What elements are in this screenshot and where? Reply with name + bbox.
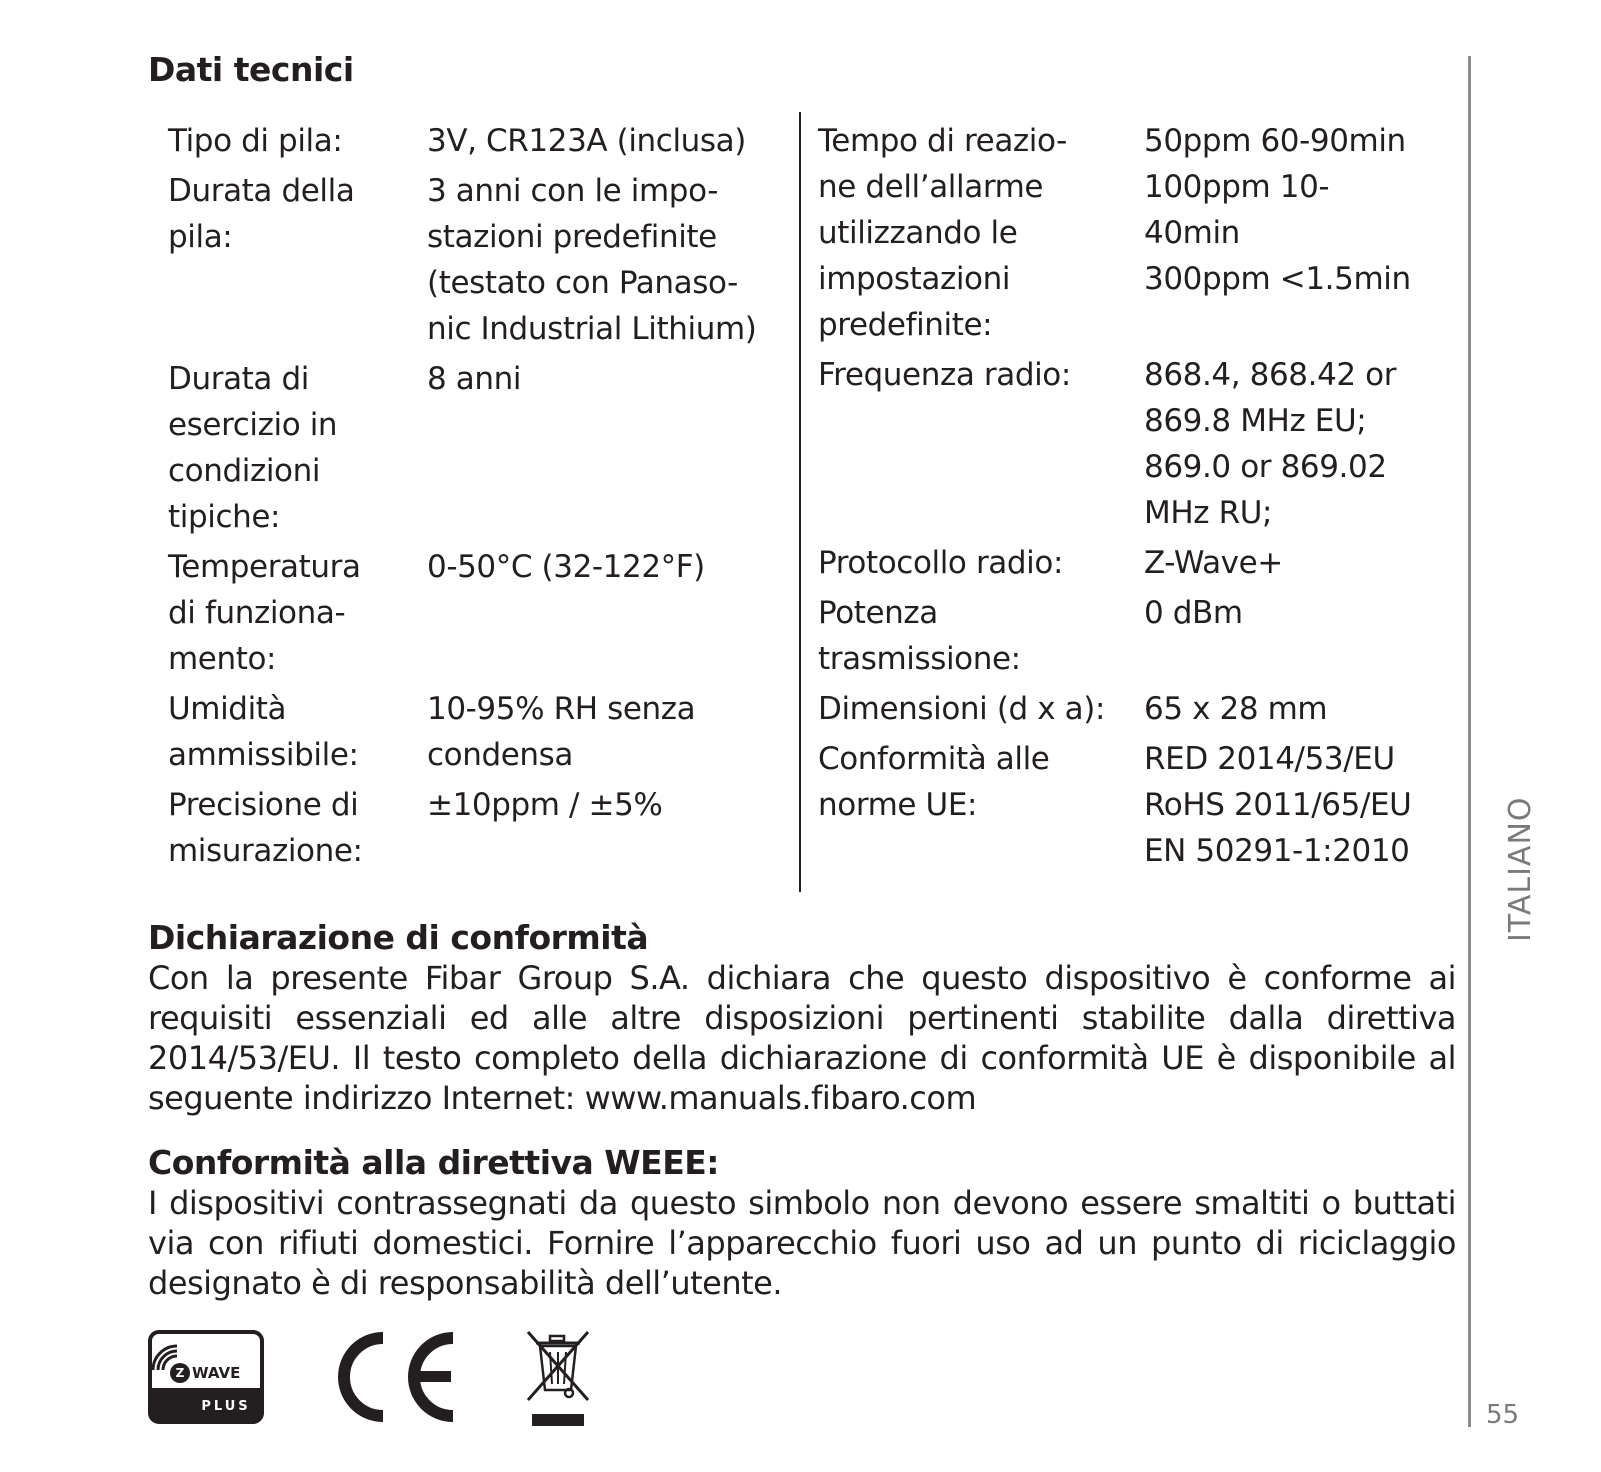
spec-value: ±10ppm / ±5% [427,787,663,823]
spec-value: 3 anni con le impo- stazioni predefinite (testato con Panaso- nic Industrial Lithium) [427,173,757,347]
spec-label: Temperatura di funziona- mento: [168,549,361,677]
spec-label: Durata della pila: [168,173,355,255]
section-heading: Dati tecnici [148,50,354,89]
spec-label: Protocollo radio: [818,545,1063,581]
spec-row [818,736,1438,874]
spec-label: Tipo di pila: [168,123,343,159]
margin-rule [1468,56,1471,1427]
weee-section [148,1143,1456,1303]
spec-row [168,118,788,164]
spec-value: RED 2014/53/EU RoHS 2011/65/EU EN 50291-1:2010 [1144,741,1412,869]
spec-row [818,590,1438,682]
spec-row [818,352,1438,536]
spec-value: 10-95% RH senza condensa [427,691,696,773]
spec-row [818,540,1438,586]
spec-row [818,686,1438,732]
weee-bin-icon [526,1330,592,1430]
spec-value: 3V, CR123A (inclusa) [427,123,746,159]
spec-label: Durata di esercizio in condizioni tipiche: [168,361,338,535]
specs-left-column [168,118,788,878]
spec-row [168,782,788,874]
spec-label: Conformità alle norme UE: [818,741,1050,823]
spec-value: 65 x 28 mm [1144,691,1328,727]
spec-row [168,686,788,778]
spec-value: 8 anni [427,361,522,397]
spec-label: Umidità ammissibile: [168,691,359,773]
spec-value: 0-50°C (32-122°F) [427,549,705,585]
weee-text: I dispositivi contrassegnati da questo simbolo non devono essere smaltiti o buttati via con rifiuti domestici. Fornire l’apparecchio fuori uso ad un punto di riciclaggio designato è di responsabilità dell’utente. [148,1184,1456,1302]
declaration-section [148,918,1456,1118]
spec-row [168,544,788,682]
spec-row [168,356,788,540]
spec-row [168,168,788,352]
declaration-text: Con la presente Fibar Group S.A. dichiara che questo dispositivo è conforme ai requisiti essenziali ed alle altre disposizioni pertinenti stabilite dalla direttiva 2014/53/EU. Il testo completo della dichiarazione di conformità UE è disponibile al seguente indirizzo Internet: www.manuals.fibaro.com [148,959,1456,1117]
spec-value: Z-Wave+ [1144,545,1283,581]
column-divider [799,112,801,892]
spec-row [818,118,1438,348]
zwave-plus-logo [148,1330,264,1424]
specs-right-column [818,118,1438,878]
page-number: 55 [1486,1400,1520,1430]
spec-label: Precisione di misurazione: [168,787,363,869]
spec-value: 868.4, 868.42 or 869.8 MHz EU; 869.0 or 869.02 MHz RU; [1144,357,1397,531]
svg-text:WAVE: WAVE [192,1364,241,1382]
spec-label: Potenza trasmissione: [818,595,1021,677]
spec-value: 0 dBm [1144,595,1243,631]
ce-mark-logo [328,1330,460,1424]
svg-text:Z: Z [175,1366,185,1380]
spec-label: Frequenza radio: [818,357,1071,393]
declaration-title: Dichiarazione di conformità [148,918,649,957]
svg-text:PLUS: PLUS [201,1399,251,1414]
spec-label: Dimensioni (d x a): [818,691,1106,727]
spec-label: Tempo di reazio- ne dell’allarme utilizzando le impostazioni predefinite: [818,123,1067,343]
spec-value: 50ppm 60-90min 100ppm 10- 40min 300ppm <1.5min [1144,123,1411,297]
weee-title: Conformità alla direttiva WEEE: [148,1143,720,1182]
language-tab-label: ITALIANO [1503,796,1538,942]
